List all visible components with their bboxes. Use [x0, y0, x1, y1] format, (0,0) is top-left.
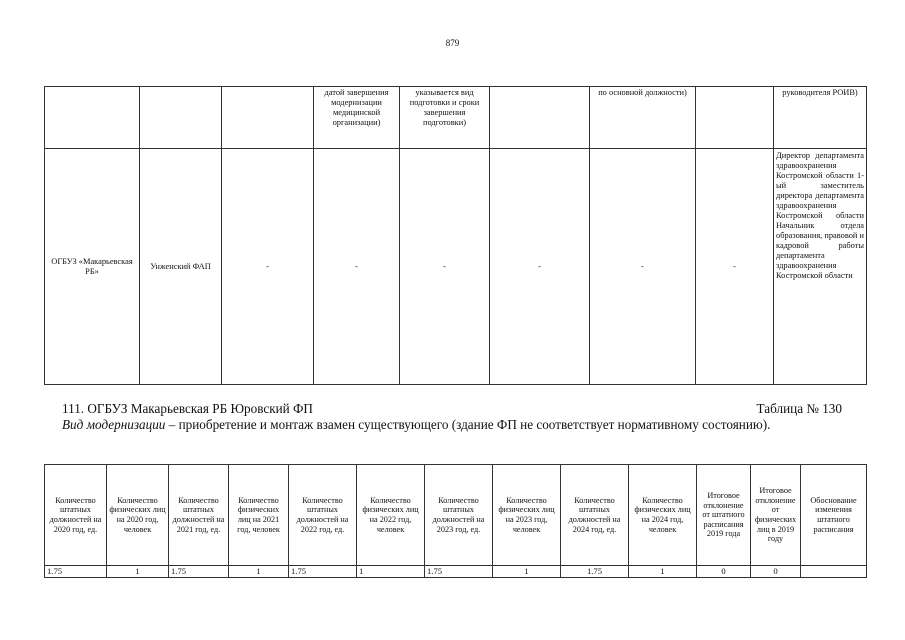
value-cell: 1.75 [561, 566, 629, 578]
value-cell: 0 [697, 566, 751, 578]
top-cell: по основной должности) [590, 87, 696, 149]
header-cell: Количество физических лиц на 2020 год, человек [107, 465, 169, 566]
top-cell: руководителя РОИВ) [774, 87, 867, 149]
value-cell: 1 [357, 566, 425, 578]
header-cell: Количество физических лиц на 2022 год, человек [357, 465, 425, 566]
header-cell: Количество штатных должностей на 2023 год, ед. [425, 465, 493, 566]
top-cell: указывается вид подготовки и сроки завершения подготовки) [400, 87, 490, 149]
top-cell [45, 87, 140, 149]
header-cell: Итоговое отклонение от физических лиц в 2019 году [751, 465, 801, 566]
top-cell [222, 87, 314, 149]
header-cell: Количество штатных должностей на 2024 год, ед. [561, 465, 629, 566]
responsible-cell: Директор департамента здравоохранения Костромской области 1-ый заместитель директора департамента здравоохранения Костромской области Начальник отдела образования, правовой и кадровой работы департамента здравоохранения Костромской области [774, 149, 867, 385]
dash-cell: - [490, 149, 590, 385]
header-cell: Обоснование изменения штатного расписания [801, 465, 867, 566]
value-cell: 1.75 [45, 566, 107, 578]
value-cell: 1 [229, 566, 289, 578]
value-cell [801, 566, 867, 578]
section-title: 111. ОГБУЗ Макарьевская РБ Юровский ФП [62, 401, 313, 416]
section-heading [62, 401, 842, 417]
top-table [44, 86, 867, 385]
unit-cell: Унженский ФАП [140, 149, 222, 385]
modernization-label: Вид модернизации [62, 417, 166, 432]
staffing-table [44, 464, 867, 578]
header-cell: Количество штатных должностей на 2021 год, ед. [169, 465, 229, 566]
value-cell: 0 [751, 566, 801, 578]
modernization-text: – приобретение и монтаж взамен существующего (здание ФП не соответствует нормативному состоянию). [165, 417, 771, 432]
value-cell: 1 [107, 566, 169, 578]
header-cell: Итоговое отклонение от штатного расписания 2019 года [697, 465, 751, 566]
header-cell: Количество физических лиц на 2023 год, человек [493, 465, 561, 566]
staffing-header-row [45, 465, 867, 566]
top-cell [140, 87, 222, 149]
value-cell: 1 [493, 566, 561, 578]
org-cell: ОГБУЗ «Макарьевская РБ» [45, 149, 140, 385]
header-cell: Количество физических лиц на 2021 год, человек [229, 465, 289, 566]
page-number: 879 [445, 38, 460, 48]
value-cell: 1.75 [169, 566, 229, 578]
header-cell: Количество штатных должностей на 2022 год, ед. [289, 465, 357, 566]
staffing-values-row [45, 566, 867, 578]
modernization-paragraph [62, 417, 844, 433]
top-cell [490, 87, 590, 149]
dash-cell: - [590, 149, 696, 385]
value-cell: 1 [629, 566, 697, 578]
top-cell [696, 87, 774, 149]
dash-cell: - [222, 149, 314, 385]
dash-cell: - [696, 149, 774, 385]
header-cell: Количество физических лиц на 2024 год, человек [629, 465, 697, 566]
value-cell: 1.75 [289, 566, 357, 578]
dash-cell: - [400, 149, 490, 385]
dash-cell: - [314, 149, 400, 385]
header-cell: Количество штатных должностей на 2020 год, ед. [45, 465, 107, 566]
table-number: Таблица № 130 [756, 401, 842, 416]
top-table-body-row [45, 149, 867, 385]
value-cell: 1.75 [425, 566, 493, 578]
top-cell: датой завершения модернизации медицинской организации) [314, 87, 400, 149]
top-table-head-row [45, 87, 867, 149]
